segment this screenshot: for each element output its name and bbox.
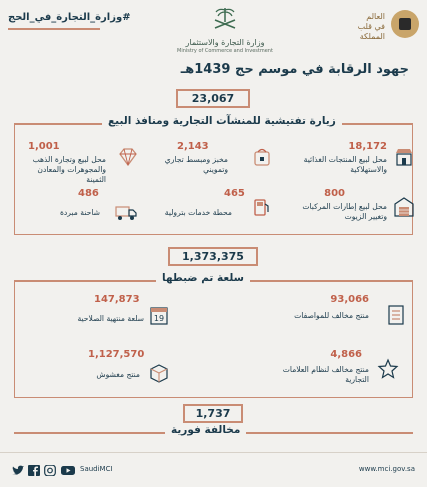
visit-value: 18,172 [348, 141, 387, 152]
visit-value: 800 [324, 188, 345, 199]
visit-label: محل لبيع المنتجات الغذائية والاستهلاكية [303, 155, 387, 174]
youtube-icon[interactable] [61, 465, 75, 476]
seized-value: 4,866 [330, 349, 362, 360]
slogan [358, 12, 385, 42]
bakery-icon [251, 146, 273, 168]
palm-swords-emblem-icon [210, 6, 240, 32]
footer [0, 452, 427, 487]
visit-label: مخبز ومبسط تجاري وتمويني [164, 155, 228, 174]
visit-value: 2,143 [177, 141, 209, 152]
seized-total: 1,373,375 [168, 247, 258, 266]
seized-value: 93,066 [330, 294, 369, 305]
hashtag: #وزارة_التجارة_في_الحج [8, 12, 131, 23]
visits-label: زيارة تفتيشية للمنشآت التجارية ومنافذ البيع [102, 115, 342, 127]
ministry-name-english: Ministry of Commerce and Investment [177, 48, 273, 54]
fuel-pump-icon [251, 196, 273, 218]
calendar-icon [148, 304, 170, 326]
seized-label-item: سلعة منتهية الصلاحية [77, 314, 144, 323]
visit-value: 465 [224, 188, 245, 199]
diamond-icon [117, 146, 139, 168]
ministry-name-arabic: وزارة التجارة والاستثمار [185, 38, 265, 47]
seized-value: 1,127,570 [88, 349, 145, 360]
slogan-line-3: المملكة [359, 32, 385, 41]
twitter-icon[interactable] [12, 465, 24, 476]
page-title: جهود الرقابة في موسم حج 1439هـ [180, 62, 409, 77]
checklist-icon [385, 304, 407, 326]
seized-value: 147,873 [94, 294, 140, 305]
social-handle[interactable]: SaudiMCI [80, 465, 113, 473]
website-link[interactable]: www.mci.gov.sa [358, 465, 415, 473]
facebook-icon[interactable] [28, 465, 40, 476]
visits-total: 23,067 [176, 89, 250, 108]
slogan-line-2: في قلب [357, 22, 385, 31]
hashtag-underline [8, 28, 100, 30]
kaaba-logo-icon [391, 10, 419, 38]
visit-label: محطة خدمات بترولية [164, 208, 232, 217]
seized-label-item: منتج مخالف للمواصفات [294, 311, 369, 320]
box-icon [148, 362, 170, 384]
seized-label: سلعة تم ضبطها [156, 272, 250, 284]
violations-label: مخالفة فورية [165, 424, 246, 436]
visit-label: محل لبيع إطارات المركبات وتغيير الزيوت [302, 202, 387, 221]
seized-label-item: منتج مغشوش [96, 370, 140, 379]
visit-label: شاحنة مبردة [59, 208, 100, 217]
ministry-logo [150, 6, 300, 54]
star-badge-icon [377, 358, 399, 380]
shop-icon [393, 146, 415, 168]
visit-value: 1,001 [28, 141, 60, 152]
visit-value: 486 [78, 188, 99, 199]
violations-total: 1,737 [183, 404, 243, 423]
visit-label: محل لبيع وتجارة الذهب والمجوهرات والمعادن الثمينة [32, 155, 106, 184]
seized-label-item: منتج مخالف لنظام العلامات التجارية [282, 365, 369, 384]
truck-icon [115, 201, 137, 223]
svg-text:19: 19 [153, 314, 165, 323]
garage-icon [393, 196, 415, 218]
instagram-icon[interactable] [44, 465, 56, 476]
slogan-line-1: العالم [366, 12, 385, 21]
